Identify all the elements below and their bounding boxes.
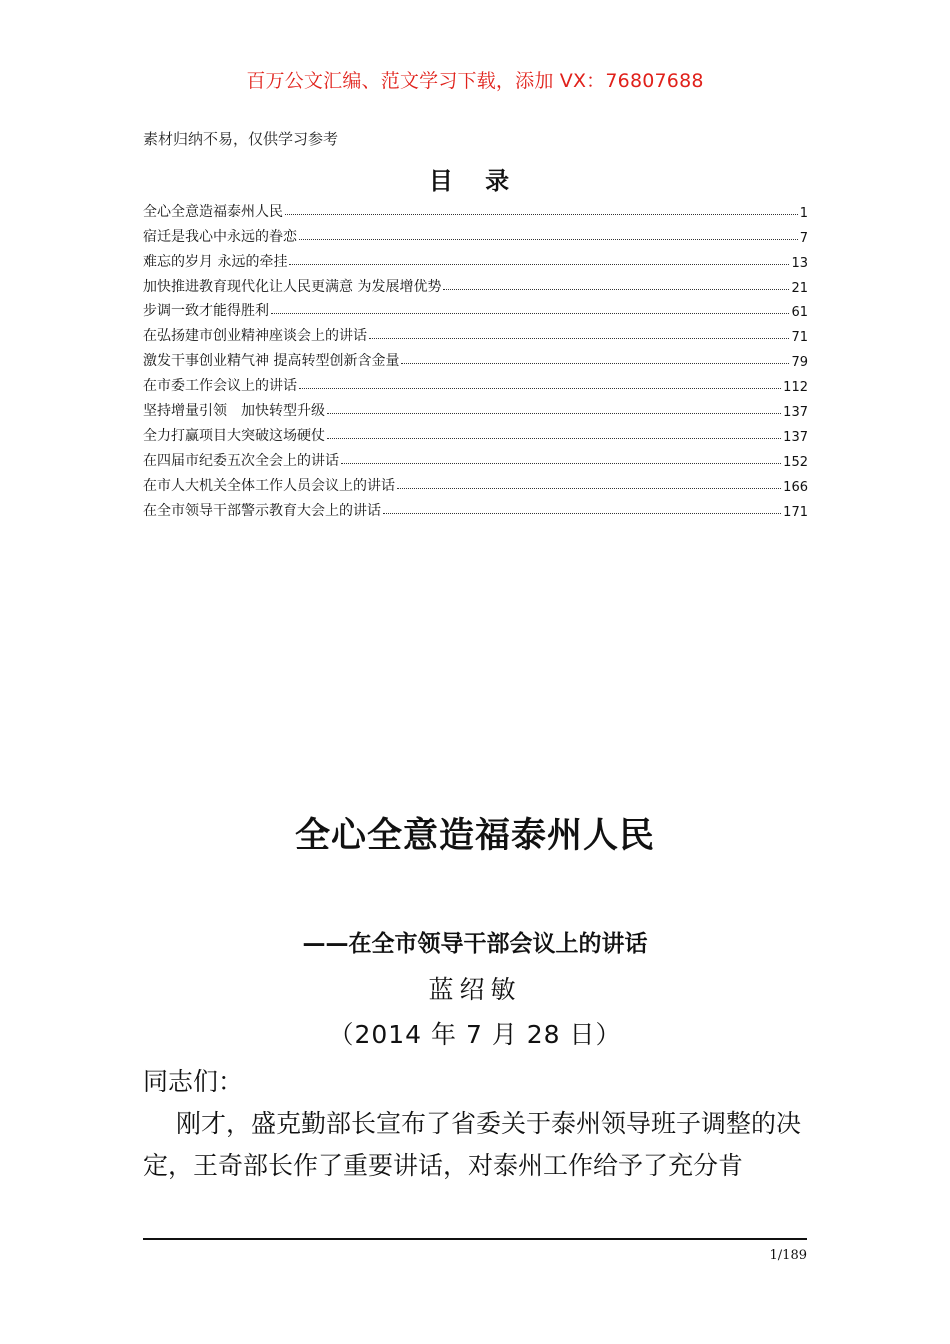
toc-leader-dots bbox=[401, 363, 789, 364]
toc-entry-title: 难忘的岁月 永远的牵挂 bbox=[143, 253, 288, 270]
toc-leader-dots bbox=[289, 264, 789, 265]
toc-entry-page: 152 bbox=[783, 454, 808, 470]
toc-entry-title: 宿迁是我心中永远的眷恋 bbox=[143, 228, 297, 245]
table-of-contents bbox=[143, 196, 808, 520]
toc-leader-dots bbox=[397, 488, 781, 489]
toc-entry[interactable] bbox=[143, 445, 808, 470]
toc-entry[interactable] bbox=[143, 196, 808, 221]
toc-entry-title: 在弘扬建市创业精神座谈会上的讲话 bbox=[143, 328, 367, 345]
toc-entry-page: 166 bbox=[783, 479, 808, 495]
toc-entry[interactable] bbox=[143, 271, 808, 296]
toc-entry-title: 全力打赢项目大突破这场硬仗 bbox=[143, 427, 325, 444]
promo-banner: 百万公文汇编、范文学习下载，添加 VX：76807688 bbox=[246, 70, 704, 92]
toc-entry-page: 171 bbox=[783, 504, 808, 520]
document-title: 全心全意造福泰州人民 bbox=[294, 816, 655, 856]
body-paragraph: 刚才，盛克勤部长宣布了省委关于泰州领导班子调整的决定，王奇部长作了重要讲话，对泰州工作给予了充分肯 bbox=[143, 1109, 802, 1180]
toc-entry-title: 激发干事创业精气神 提高转型创新含金量 bbox=[143, 353, 400, 370]
footer-divider bbox=[143, 1238, 807, 1240]
toc-title: 目 录 bbox=[428, 167, 522, 195]
toc-entry-page: 137 bbox=[783, 429, 808, 445]
toc-entry-title: 加快推进教育现代化让人民更满意 为发展增优势 bbox=[143, 278, 442, 295]
toc-entry-title: 在四届市纪委五次全会上的讲话 bbox=[143, 452, 339, 469]
author-name: 蓝绍敏 bbox=[428, 975, 522, 1004]
toc-entry-title: 步调一致才能得胜利 bbox=[143, 303, 269, 320]
toc-entry-title: 在市委工作会议上的讲话 bbox=[143, 378, 297, 395]
toc-leader-dots bbox=[443, 289, 789, 290]
toc-entry-page: 137 bbox=[783, 405, 808, 421]
toc-entry[interactable] bbox=[143, 320, 808, 345]
toc-entry-title: 全心全意造福泰州人民 bbox=[143, 203, 283, 220]
toc-entry-page: 7 bbox=[799, 230, 808, 246]
toc-entry-page: 1 bbox=[799, 205, 808, 221]
toc-entry[interactable] bbox=[143, 296, 808, 321]
toc-leader-dots bbox=[341, 463, 781, 464]
toc-entry-page: 79 bbox=[791, 355, 808, 371]
toc-leader-dots bbox=[327, 438, 781, 439]
toc-entry[interactable] bbox=[143, 345, 808, 370]
disclaimer-note: 素材归纳不易，仅供学习参考 bbox=[143, 130, 339, 148]
toc-entry[interactable] bbox=[143, 395, 808, 420]
toc-entry-page: 61 bbox=[791, 305, 808, 321]
toc-entry[interactable] bbox=[143, 246, 808, 271]
toc-entry[interactable] bbox=[143, 420, 808, 445]
toc-entry-title: 在全市领导干部警示教育大会上的讲话 bbox=[143, 502, 381, 519]
toc-leader-dots bbox=[299, 239, 798, 240]
toc-entry-page: 71 bbox=[791, 330, 808, 346]
toc-entry-page: 21 bbox=[791, 280, 808, 296]
toc-entry-title: 坚持增量引领 加快转型升级 bbox=[143, 403, 325, 420]
toc-entry[interactable] bbox=[143, 470, 808, 495]
toc-leader-dots bbox=[285, 214, 798, 215]
toc-entry[interactable] bbox=[143, 370, 808, 395]
salutation: 同志们： bbox=[143, 1067, 244, 1096]
toc-leader-dots bbox=[271, 313, 789, 314]
toc-entry-title: 在市人大机关全体工作人员会议上的讲话 bbox=[143, 477, 395, 494]
speech-date: （2014 年 7 月 28 日） bbox=[328, 1020, 622, 1049]
toc-entry-page: 112 bbox=[783, 380, 808, 396]
document-subtitle: ——在全市领导干部会议上的讲话 bbox=[302, 931, 648, 957]
toc-leader-dots bbox=[327, 413, 781, 414]
page-number: 1/189 bbox=[769, 1248, 807, 1263]
toc-entry-page: 13 bbox=[791, 255, 808, 271]
toc-leader-dots bbox=[299, 388, 781, 389]
toc-entry[interactable] bbox=[143, 495, 808, 520]
toc-leader-dots bbox=[369, 338, 789, 339]
toc-entry[interactable] bbox=[143, 221, 808, 246]
toc-leader-dots bbox=[383, 513, 781, 514]
